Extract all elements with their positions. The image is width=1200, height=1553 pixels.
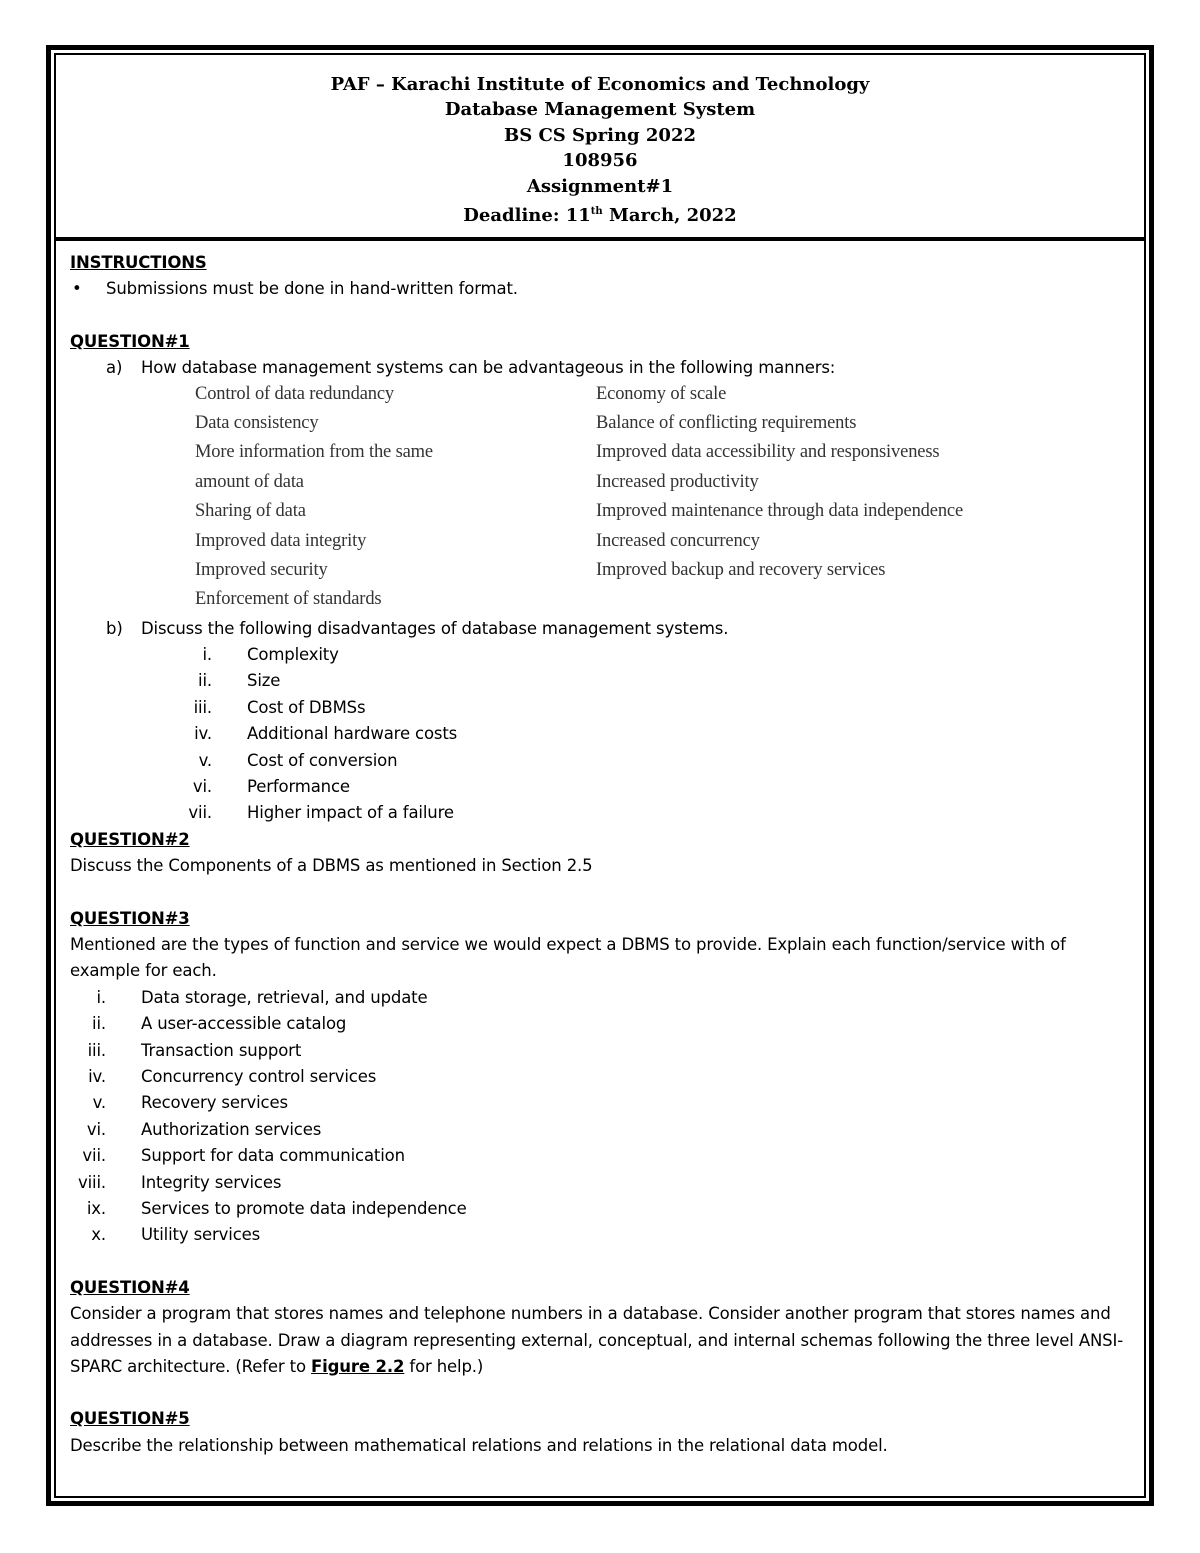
- question-1a: [70, 355, 1132, 381]
- item-text: Utility services: [141, 1225, 261, 1245]
- advantage-item: Enforcement of standards: [195, 589, 382, 610]
- question-3-heading: QUESTION#3: [70, 908, 190, 928]
- roman-numeral: iv.: [88, 1066, 106, 1086]
- item-text: Support for data communication: [141, 1146, 405, 1166]
- roman-numeral: vi.: [192, 776, 212, 796]
- disadvantage-item: [70, 800, 1132, 826]
- roman-numeral: iii.: [87, 1040, 106, 1060]
- advantage-item: Improved data accessibility and responsiveness: [596, 442, 940, 463]
- deadline-prefix: Deadline: 11: [463, 205, 591, 227]
- function-item: [70, 1170, 1132, 1196]
- advantage-item: Data consistency: [195, 413, 319, 434]
- item-text: Authorization services: [141, 1119, 322, 1139]
- advantage-item: Increased productivity: [596, 471, 759, 492]
- item-text: A user-accessible catalog: [141, 1014, 347, 1034]
- instructions-heading: INSTRUCTIONS: [70, 253, 207, 272]
- item-text: Integrity services: [141, 1172, 282, 1192]
- part-a-text: How database management systems can be advantageous in the following manners:: [141, 358, 836, 378]
- disadvantage-item: [70, 721, 1132, 747]
- document-header: [56, 72, 1144, 228]
- instruction-text: Submissions must be done in hand-written format.: [106, 279, 518, 299]
- disadvantage-item: [70, 642, 1132, 668]
- question-4-text-before: Consider a program that stores names and telephone numbers in a database. Consider another program that stores names and addresses in a database. Draw a diagram representing external, conceptual, and internal schemas following the three level ANSI-SPARC architecture. (Refer to: [70, 1304, 1124, 1376]
- roman-numeral: i.: [202, 645, 212, 665]
- figure-reference-link[interactable]: Figure 2.2: [311, 1356, 405, 1376]
- roman-numeral: iii.: [193, 697, 212, 717]
- roman-numeral: vii.: [188, 803, 212, 823]
- institute-name: PAF – Karachi Institute of Economics and Technology: [330, 74, 870, 95]
- question-5-text: Describe the relationship between mathematical relations and relations in the relational data model.: [70, 1435, 888, 1455]
- roman-numeral: ii.: [198, 671, 212, 691]
- question-3-text: Mentioned are the types of function and service we would expect a DBMS to provide. Explain each function/service with of example for each.: [70, 934, 1066, 981]
- disadvantage-item: [70, 695, 1132, 721]
- function-item: [70, 1064, 1132, 1090]
- roman-numeral: v.: [92, 1093, 106, 1113]
- assignment-title: Assignment#1: [526, 175, 674, 197]
- question-5-heading: QUESTION#5: [70, 1409, 190, 1429]
- roman-numeral: i.: [96, 987, 106, 1007]
- function-item: [70, 1222, 1132, 1248]
- advantage-item: Improved backup and recovery services: [596, 559, 886, 580]
- advantage-item: Improved maintenance through data independence: [596, 501, 964, 522]
- advantages-list: [70, 380, 1132, 616]
- question-1b: [70, 616, 1132, 642]
- function-item: [70, 1117, 1132, 1143]
- question-4-heading: QUESTION#4: [70, 1277, 190, 1297]
- program-name: BS CS Spring 2022: [503, 124, 696, 146]
- course-code: 108956: [562, 150, 638, 172]
- header-divider: [56, 237, 1144, 241]
- item-text: Cost of DBMSs: [247, 697, 366, 717]
- roman-numeral: ix.: [86, 1198, 106, 1218]
- part-a-label: a): [106, 358, 123, 378]
- roman-numeral: viii.: [77, 1172, 106, 1192]
- item-text: Data storage, retrieval, and update: [141, 987, 428, 1007]
- deadline: [56, 199, 1144, 228]
- roman-numeral: x.: [91, 1225, 106, 1245]
- advantage-item: Improved data integrity: [195, 530, 367, 551]
- advantage-item: Balance of conflicting requirements: [596, 413, 857, 434]
- part-b-text: Discuss the following disadvantages of database management systems.: [141, 618, 729, 638]
- item-text: Size: [247, 671, 281, 691]
- bullet-icon: •: [72, 279, 82, 299]
- question-4-text: [70, 1301, 1132, 1380]
- advantage-item: amount of data: [195, 471, 304, 492]
- advantages-left-column: [195, 380, 433, 615]
- part-b-label: b): [106, 618, 123, 638]
- advantage-item: Increased concurrency: [596, 530, 760, 551]
- advantages-right-column: [596, 380, 963, 586]
- function-item: [70, 1143, 1132, 1169]
- document-body: [70, 250, 1132, 1459]
- disadvantage-item: [70, 748, 1132, 774]
- instruction-item: [70, 276, 1132, 302]
- item-text: Cost of conversion: [247, 750, 398, 770]
- roman-numeral: ii.: [92, 1014, 106, 1034]
- question-1-heading: QUESTION#1: [70, 331, 190, 351]
- roman-numeral: vi.: [86, 1119, 106, 1139]
- item-text: Services to promote data independence: [141, 1198, 467, 1218]
- function-item: [70, 1038, 1132, 1064]
- function-item: [70, 1196, 1132, 1222]
- question-2-heading: QUESTION#2: [70, 829, 190, 849]
- roman-numeral: vii.: [82, 1146, 106, 1166]
- function-item: [70, 1011, 1132, 1037]
- question-2-text: Discuss the Components of a DBMS as mentioned in Section 2.5: [70, 856, 593, 876]
- item-text: Complexity: [247, 645, 339, 665]
- roman-numeral: v.: [198, 750, 212, 770]
- item-text: Performance: [247, 776, 350, 796]
- course-title: Database Management System: [444, 99, 756, 121]
- roman-numeral: iv.: [194, 724, 212, 744]
- question-4-text-after: for help.): [404, 1356, 484, 1376]
- deadline-suffix: March, 2022: [602, 205, 737, 227]
- advantage-item: More information from the same: [195, 442, 433, 463]
- item-text: Higher impact of a failure: [247, 803, 454, 823]
- item-text: Transaction support: [141, 1040, 302, 1060]
- deadline-superscript: th: [590, 206, 603, 218]
- disadvantage-item: [70, 668, 1132, 694]
- advantage-item: Economy of scale: [596, 383, 727, 404]
- item-text: Additional hardware costs: [247, 724, 458, 744]
- function-item: [70, 1090, 1132, 1116]
- item-text: Recovery services: [141, 1093, 288, 1113]
- item-text: Concurrency control services: [141, 1066, 377, 1086]
- disadvantage-item: [70, 774, 1132, 800]
- function-item: [70, 985, 1132, 1011]
- advantage-item: Control of data redundancy: [195, 383, 395, 404]
- advantage-item: Improved security: [195, 559, 328, 580]
- advantage-item: Sharing of data: [195, 501, 306, 522]
